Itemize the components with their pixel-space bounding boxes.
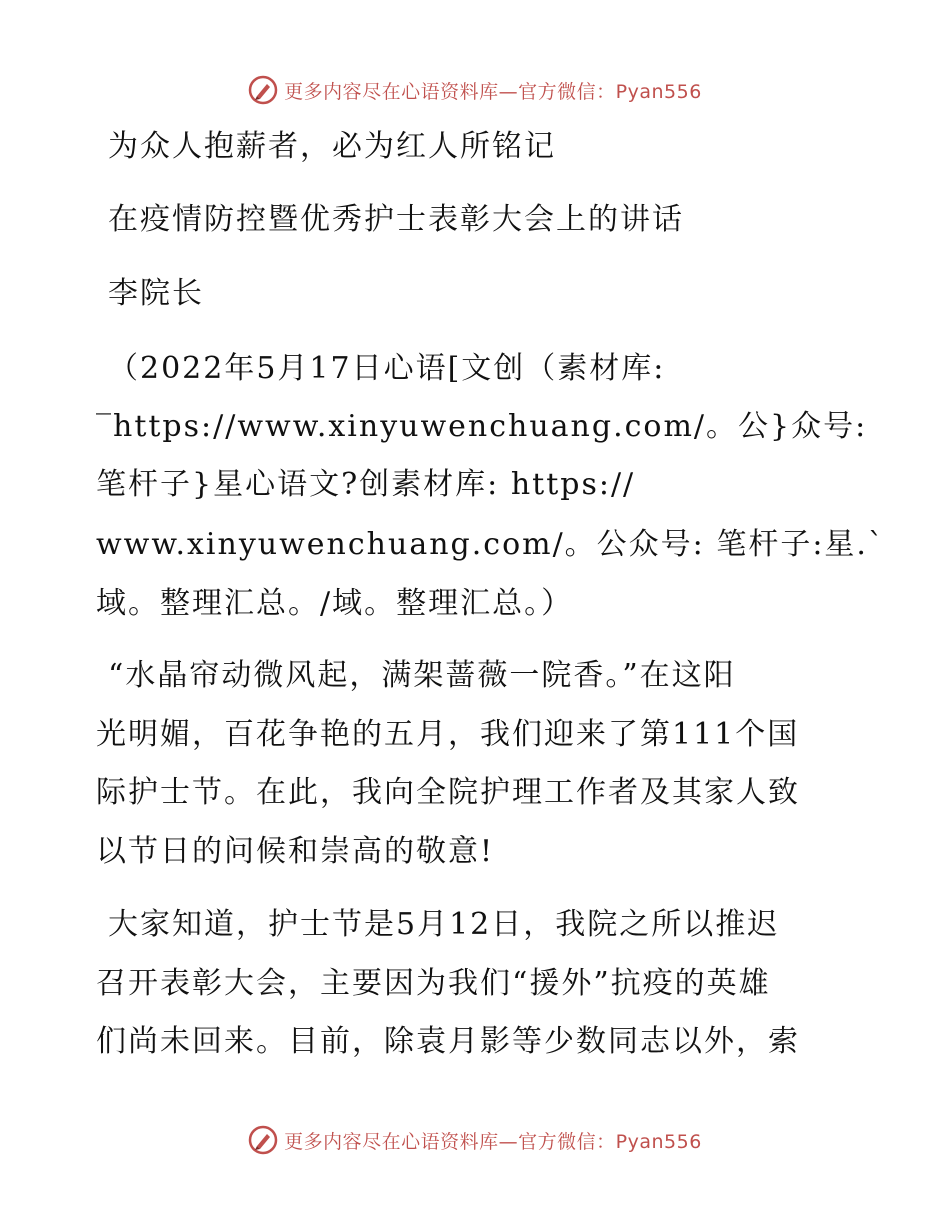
paragraph-line: 以节日的问候和崇高的敬意! xyxy=(96,834,495,869)
paragraph-line: 们尚未回来。目前，除袁月影等少数同志以外，索 xyxy=(96,1024,800,1059)
note-line: 笔杆子}星心语文?创素材库: https:// xyxy=(96,467,636,502)
paragraph-line: 召开表彰大会，主要因为我们“援外”抗疫的英雄 xyxy=(96,966,771,1001)
paragraph-line: “水晶帘动微风起，满架蔷薇一院香。”在这阳 xyxy=(108,658,736,693)
document-author: 李院长 xyxy=(108,276,204,311)
note-line: （2022年5月17日心语[文创（素材库: xyxy=(108,351,666,386)
paragraph-line: 光明媚，百花争艳的五月，我们迎来了第111个国 xyxy=(96,717,800,752)
watermark-text: 更多内容尽在心语资料库—官方微信：Pyan556 xyxy=(284,80,702,103)
watermark-header xyxy=(0,72,950,108)
document-subtitle: 在疫情防控暨优秀护士表彰大会上的讲话 xyxy=(108,202,684,237)
paragraph-line: 际护士节。在此，我向全院护理工作者及其家人致 xyxy=(96,775,800,810)
note-line: ‾https://www.xinyuwenchuang.com/。公}众号: xyxy=(96,409,868,444)
watermark-footer xyxy=(0,1122,950,1158)
pen-logo-icon xyxy=(248,1125,278,1155)
paragraph-line: 大家知道，护士节是5月12日，我院之所以推迟 xyxy=(108,907,780,942)
document-title: 为众人抱薪者，必为红人所铭记 xyxy=(108,129,556,164)
note-line: www.xinyuwenchuang.com/。公众号: 笔杆子:星.` xyxy=(96,527,885,562)
watermark-text: 更多内容尽在心语资料库—官方微信：Pyan556 xyxy=(284,1130,702,1153)
note-line: 域。整理汇总。/域。整理汇总。） xyxy=(96,586,574,621)
pen-logo-icon xyxy=(248,75,278,105)
